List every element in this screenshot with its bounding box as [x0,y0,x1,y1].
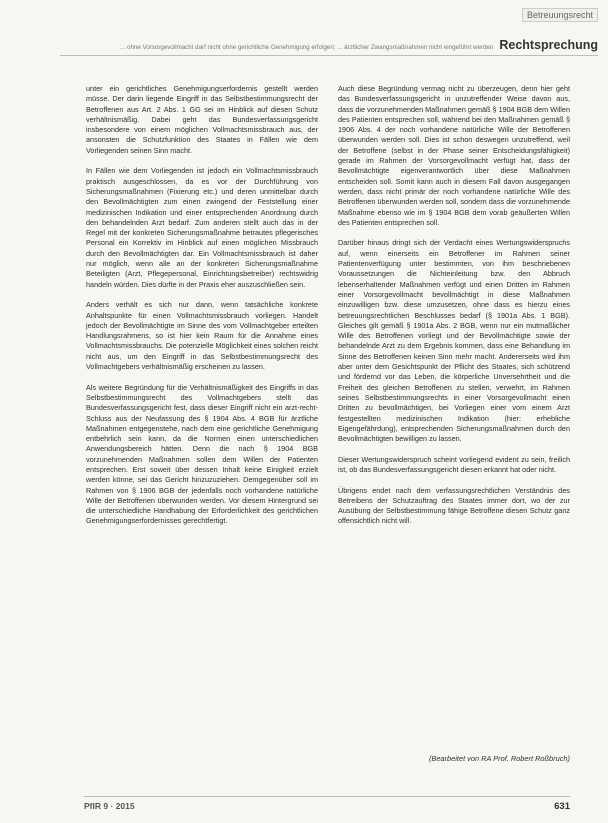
paragraph: Als weitere Begründung für die Verhältnismäßigkeit des Eingriffs in das Selbstbestimmungsrecht des Vollmachtgebers stellt das Bundesverfassungsgericht fest, dass dieser Eingriff nicht ein arzt-recht-Schluss aus der Neufassung des § 1904 Abs. 4 BGB für ärztliche Maßnahmen entgegenstehe, nach dem eine gerichtliche Genehmigung entbehrlich sein kann, da die Normen einen unterschiedlichen Anwendungsbereich hätten. Denn die nach § 1904 BGB vorzunehmenden Maßnahmen sollen dem Willen der Patienten entsprechen. Erst soweit über dessen Inhalt keine Einigkeit erzielt werden könne, sei das Gericht hinzuzuziehen. Demgegenüber soll im Rahmen von § 1906 BGB der jedenfalls noch vorhandene natürliche Wille der Betroffenen überwunden werden. Vor diesem Hintergrund sei die unterschiedliche Handhabung der Erforderlichkeit des gerichtlichen Genehmigungserfordernisses gerechtfertigt. [86,382,318,526]
page-footer [84,796,570,812]
paragraph: In Fällen wie dem Vorliegenden ist jedoch ein Vollmachtsmissbrauch praktisch ausgeschlossen, da es vor der Durchführung von Sicherungsmaßnahmen (Fixierung etc.) und deren unmittelbar durch den Bevollmächtigten zum einen zwingend der Feststellung einer medizinischen Indikation und einer entsprechenden Anordnung durch den behandelnden Arzt bedarf. Zum anderen stellt auch das in der Regel mit der konkreten Sicherungsmaßnahme betrautes pflegerisches Personal ein Korrektiv im Hinblick auf einen möglichen Missbrauch durch den Bevollmächtigten dar. Ein Vollmachtsmissbrauch ist daher nur möglich, wenn alle an der konkreten Sicherungsmaßnahme Beteiligten (Arzt, Pflegepersonal, Einrichtungsbetreiber) rechtswidrig handeln würden. Dies dürfte in der Praxis eher auszuschließen sein. [86,166,318,289]
left-column [86,84,318,537]
journal-issue: PflR 9 · 2015 [84,801,135,811]
right-column [338,84,570,537]
section-rubric: Betreuungsrecht [522,8,598,22]
page-number: 631 [554,801,570,812]
paragraph: Dieser Wertungswiderspruch scheint vorliegend evident zu sein, freilich ist, ob das Bundesverfassungsgericht diesen erkannt hat oder nicht. [338,454,570,474]
author-attribution: (Bearbeitet von RA Prof. Robert Roßbruch) [428,754,570,763]
paragraph: Anders verhält es sich nur dann, wenn tatsächliche konkrete Anhaltspunkte für einen Vollmachtsmissbrauch vorliegen. Handelt jedoch der Bevollmächtigte im Sinne des vom Vollmachtgeber erteilten Handlungsrahmens, so ist hier kein Raum für die Annahme eines Vollmachtsmissbrauchs. Die potenzielle Möglichkeit eines solchen reicht nicht aus, um den Eingriff in das Selbstbestimmungsrecht des Vollmachtgebers verhältnismäßig erscheinen zu lassen. [86,300,318,372]
running-header [60,38,598,56]
running-header-subtitle: ... ohne Vorsorgevollmacht darf nicht ohne gerichtliche Genehmigung erfolgen; ... ärztlicher Zwangsmaßnahmen nicht eingeführt werden [120,44,494,51]
section-title: Rechtsprechung [499,38,598,52]
paragraph: Übrigens endet nach dem verfassungsrechtlichen Verständnis des Betreibens der Schutzauftrag des Staates immer dort, wo der zur Ausübung der Selbstbestimmung fähige Betroffene diesen Schutz ganz offensichtlich nicht will. [338,485,570,526]
paragraph: unter ein gerichtliches Genehmigungserfordernis gestellt werden müsse. Der darin liegende Eingriff in das Selbstbestimmungsrecht der Betroffenen aus Art. 2 Abs. 1 GG sei im Hinblick auf diesen Schutz verhältnismäßig. Dabei geht das Bundesverfassungsgericht insbesondere von einem möglichen Vollmachtsmissbrauch aus, der ansonsten die Schutzfunktion des Staates in Fällen wie dem Vorliegenden seinen Sinn macht. [86,84,318,155]
paragraph: Darüber hinaus dringt sich der Verdacht eines Wertungswiderspruchs auf, wenn einerseits ein Betroffener im Rahmen seiner Patientenverfügung unter bestimmten, von ihm beschriebenen Voraussetzungen die Nichteinleitung bzw. den Abbruch lebenserhaltender Maßnahmen verfügt und einen Dritten im Rahmen einer Vorsorgevollmacht bevollmächtigt in diese Maßnahmen einzuwilligen bzw. diese umzusetzen, ohne dass es hierzu eines betreuungsrechtlichen Beschlusses bedarf (§ 1901a Abs. 1 BGB). Gleiches gilt gemäß § 1901a Abs. 2 BGB, wenn nur ein mutmaßlicher Wille des Betroffenen vorliegt und der Bevollmächtigte sowie der behandelnde Arzt zu dem Ergebnis kommen, dass eine Behandlung im Sinne des Betroffenen keinen Sinn mehr macht. Andererseits wird ihm aber unter dem Gesichtspunkt der Pflicht des Staates, sich schützend und fördernd vor das Leben, die körperliche Unversehrtheit und die Freiheit des gleichen Betroffenen zu stellen, verwehrt, im Rahmen seines Selbstbestimmungsrechts in einer Vorsorgevollmacht einen Dritten zu bevollmächtigen, bei Vorliegen einer vom einem Arzt festgestellten medizinischen Indikation (hier: erhebliche Eigengefährdung), entsprechenden Sicherungsmaßnahmen durch den Bevollmächtigten bewilligen zu lassen. [338,238,570,444]
paragraph: Auch diese Begründung vermag nicht zu überzeugen, denn hier geht das Bundesverfassungsgericht in unzutreffender Weise davon aus, dass die vorzunehmenden Maßnahmen gemäß § 1904 BGB dem Willen des Patienten entsprechen soll, während bei den Maßnahmen gemäß § 1906 Abs. 4 der noch vorhandene natürliche Wille der Betroffenen überwunden werden soll. Dies ist schon deswegen unzutreffend, weil der Betroffene (selbst in der Phase seiner Entscheidungsfähigkeit) gerade im Rahmen der Vorsorgevollmacht verfügt hat, dass der Bevollmächtigte eigenverantwortlich über diese Maßnahmen entscheiden soll. Somit kann auch in diesem Fall davon ausgegangen werden, dass nicht primär der noch vorhandene natürliche Wille des Betroffenen überwunden werden soll, sondern dass die vorzunehmende Maßnahme ebenso wie im § 1904 BGB dem vorab geäußerten Willen des Patienten entsprechen soll. [338,84,570,227]
